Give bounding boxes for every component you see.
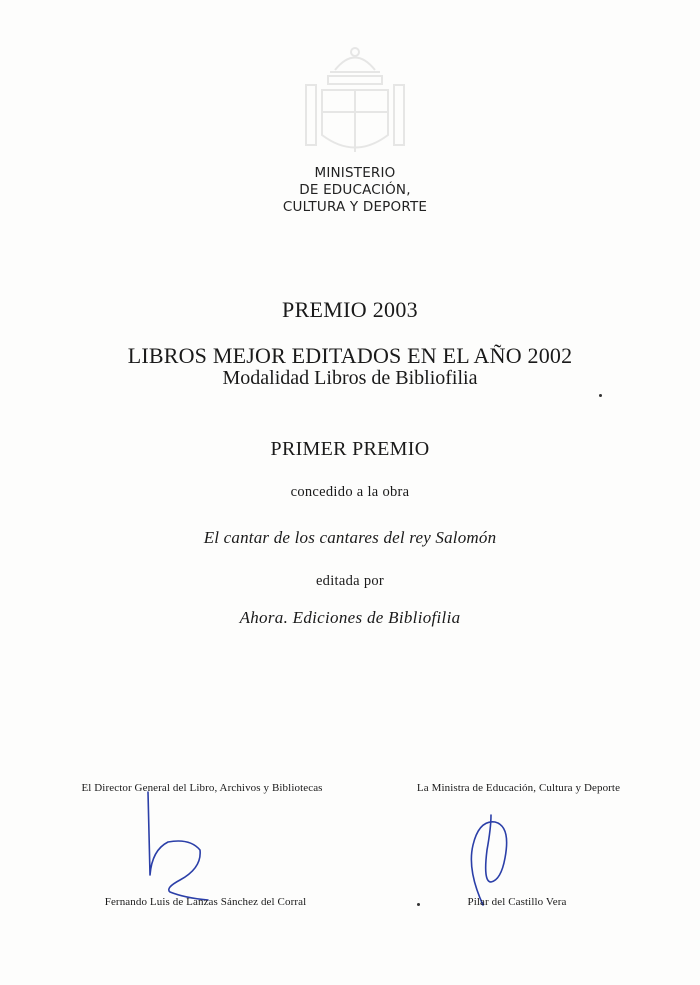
award-year: PREMIO 2003 (282, 297, 418, 322)
signatory-left-role: El Director General del Libro, Archivos y Bibliotecas (81, 782, 323, 794)
signatory-left-name: Fernando Luis de Lanzas Sánchez del Corral (104, 896, 307, 908)
signatory-right-role: La Ministra de Educación, Cultura y Deporte (416, 782, 621, 794)
ministry-line-2: DE EDUCACIÓN, (299, 182, 411, 198)
prize-title: PRIMER PREMIO (270, 438, 430, 460)
award-modality: Modalidad Libros de Bibliofilia (222, 367, 478, 389)
ministry-line-3: CULTURA Y DEPORTE (282, 199, 428, 215)
signature-left (110, 790, 220, 910)
award-category: LIBROS MEJOR EDITADOS EN EL AÑO 2002 (127, 343, 573, 368)
ministry-line-1: MINISTERIO (314, 165, 396, 181)
paper-speck (417, 903, 420, 906)
publisher-name: Ahora. Ediciones de Bibliofilia (239, 608, 461, 627)
work-title: El cantar de los cantares del rey Salomón (203, 528, 497, 547)
signatory-right-name: Pilar del Castillo Vera (467, 896, 567, 908)
granted-to-text: concedido a la obra (290, 484, 410, 500)
paper-speck (599, 394, 602, 397)
edited-by-text: editada por (315, 573, 385, 589)
coat-of-arms-icon (300, 40, 410, 165)
ministry-name (250, 165, 460, 216)
